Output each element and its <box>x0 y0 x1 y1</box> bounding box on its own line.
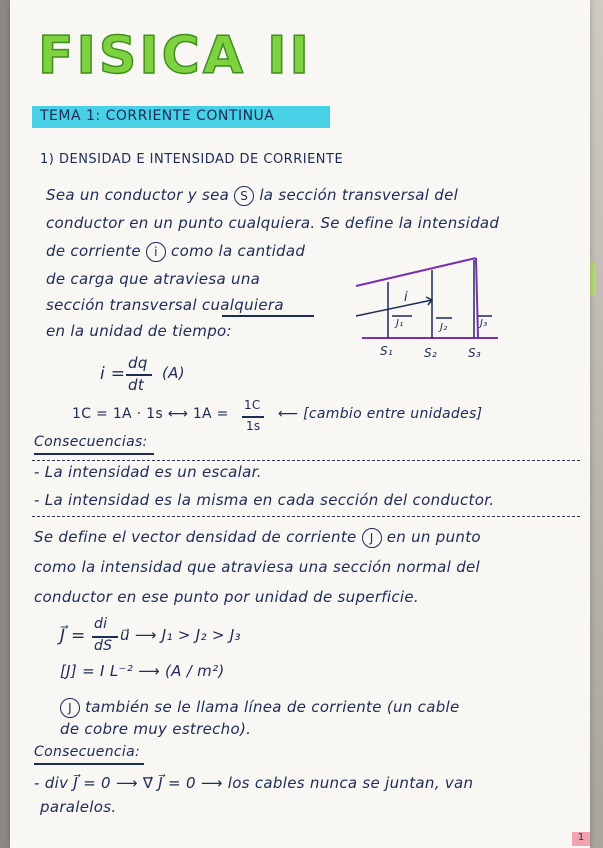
conductor-end <box>476 258 478 338</box>
consecuencia-underline <box>34 763 144 765</box>
para2-line2: como la intensidad que atraviesa una sección normal del <box>34 558 481 576</box>
units-num: 1C <box>244 398 261 412</box>
consecuencias-heading: Consecuencias: <box>34 434 148 450</box>
formula-j-rhs: u⃗ ⟶ J₁ > J₂ > J₃ <box>120 626 241 644</box>
para1-line3: de corriente i como la cantidad <box>46 242 306 260</box>
diagram-j3-label: J₃ <box>480 318 488 329</box>
para1-line6: en la unidad de tiempo: <box>46 322 232 340</box>
units-fraction-bar <box>242 416 264 418</box>
consecuencia-item-1: - La intensidad es un escalar. <box>34 463 262 481</box>
diagram-j2-label: J₂ <box>440 322 448 333</box>
para1-line4: de carga que atraviesa una <box>46 270 261 288</box>
diagram-j1-label: J₁ <box>396 318 404 329</box>
para1-line2: conductor en un punto cualquiera. Se define la intensidad <box>46 214 500 232</box>
consecuencia-line2: paralelos. <box>40 798 117 816</box>
para1-line5: sección transversal cualquiera <box>46 296 284 314</box>
section-heading: 1) DENSIDAD E INTENSIDAD DE CORRIENTE <box>40 152 344 167</box>
consecuencia-heading: Consecuencia: <box>34 744 140 760</box>
para1-line1: Sea un conductor y sea S la sección transversal del <box>46 186 459 204</box>
diagram-s2-label: S₂ <box>424 346 438 360</box>
divider-2 <box>32 516 580 517</box>
diagram-i-label: i <box>404 290 408 305</box>
para3-line1: J también se le llama línea de corriente (un cable <box>60 698 460 718</box>
formula-j-lhs: J⃗ = <box>60 626 86 646</box>
dimension-formula: [J] = I L⁻² ⟶ (A / m²) <box>60 662 225 680</box>
conductor-top-edge <box>356 258 476 286</box>
formula-i-unit: (A) <box>162 364 185 382</box>
page-title: FISICA II <box>38 26 312 86</box>
consecuencias-underline <box>34 453 154 455</box>
formula-i-lhs: i = <box>100 364 126 384</box>
units-conversion-b: ⟵ [cambio entre unidades] <box>278 406 483 422</box>
consecuencia-line1: - div J⃗ = 0 ⟶ ∇⃗ J⃗ = 0 ⟶ los cables nunca se juntan, van <box>34 774 474 792</box>
formula-i-den: dt <box>128 376 145 394</box>
consecuencia-item-2: - La intensidad es la misma en cada sección del conductor. <box>34 491 495 509</box>
page-number: 1 <box>572 832 590 846</box>
diagram-s3-label: S₃ <box>468 346 482 360</box>
theme-heading: TEMA 1: CORRIENTE CONTINUA <box>40 108 275 124</box>
para2-line1: Se define el vector densidad de corriente J en un punto <box>34 528 481 546</box>
divider-1 <box>32 460 580 461</box>
intensity-symbol: i <box>146 242 166 262</box>
units-conversion-a: 1C = 1A · 1s ⟷ 1A = <box>72 406 229 422</box>
para3-line2: de cobre muy estrecho). <box>60 720 252 738</box>
current-density-symbol: J <box>362 528 382 548</box>
formula-i-num: dq <box>128 354 148 372</box>
units-den: 1s <box>246 419 261 433</box>
formula-j-den: dS <box>94 638 113 654</box>
para2-line3: conductor en ese punto por unidad de superficie. <box>34 588 419 606</box>
formula-j-num: di <box>94 616 108 632</box>
current-arrow <box>356 300 432 316</box>
current-line-symbol: J <box>60 698 80 718</box>
section-symbol: S <box>234 186 254 206</box>
diagram-s1-label: S₁ <box>380 344 394 358</box>
